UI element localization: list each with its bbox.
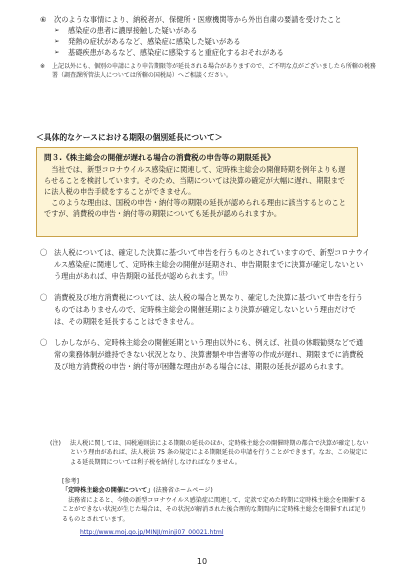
reference-title-source: (法務省ホームページ): [153, 487, 213, 495]
answer-list: [40, 247, 370, 382]
answer-item: [40, 337, 370, 372]
answer-text: [54, 247, 370, 282]
note-reference: (注): [218, 271, 228, 278]
arrow-item: [54, 36, 376, 47]
page-number: 10: [196, 557, 208, 566]
reference-title-bold: 「定時株主総会の開催について」: [62, 487, 154, 495]
answer-body: しかしながら、定時株主総会の開催延期という理由以外にも、例えば、社員の休暇勧奨などで通常の業務体制が維持できない状況となり、決算書類や申告書等の作成が遅れ、期限までに消費税及び地方消費税の申告・納付等が困難な理由がある場合には、期限の延長が認められます。: [54, 338, 364, 371]
section-heading: ＜具体的なケースにおける期限の個別延長について＞: [36, 133, 223, 142]
answer-body: 法人税については、確定した決算に基づいて申告を行うものとされていますので、新型コロナウイルス感染症に関連して、定時株主総会の開催が延期され、申告期限までに決算が確定しないという理由があれば、申告期限の延長が認められます。: [54, 248, 370, 281]
item-text: 次のような事情により、納税者が、保健所・医療機関等から外出自粛の要請を受けたこと: [54, 15, 342, 24]
list-item-6: [40, 14, 376, 25]
footnote-text: 法人税に関しては、国税通則法による期限の延長のほか、定時株主総会の開催時期の都合で決算が確定しないという理由があれば、法人税法 75 条の規定による期限延長の申請を行うことができます。なお、この規定による延長期間については利子税を納付しなければなりません。: [70, 440, 369, 466]
reference-title: [62, 486, 368, 495]
arrow-item: [54, 25, 376, 36]
top-section: [40, 14, 376, 80]
arrow-item-text: 発熱の症状があるなど、感染症に感染した疑いがある: [68, 37, 241, 47]
note-text: 上記以外にも、個別の申請により申告期限等が延長される場合がありますので、ご不明な点がございましたら所轄の税務署（調査課所管法人については所轄の国税局）へご相談ください。: [52, 62, 376, 79]
question-paragraph: このような理由は、国税の申告・納付等の期限の延長が認められる理由に該当するとのことですが、消費税の申告・納付等の期限についても延長が認められますか。: [44, 198, 346, 219]
question-paragraph: 当社では、新型コロナウイルス感染症に関連して、定時株主総会の開催時期を例年よりも遅らせることを検討しています。そのため、当期については決算の確定が大幅に遅れ、期限までに法人税の申告手続をすることができません。: [44, 164, 346, 197]
reference-body: 法務省によると、今般の新型コロナウイルス感染症に関連して、定款で定めた時期に定時株主総会を開催することができない状況が生じた場合は、その状況が解消された後合理的な期間内に定時株主総会を開催すれば足りるものとされています。: [62, 496, 367, 523]
footnote: [50, 439, 370, 467]
circle-bullet-icon: 〇: [40, 338, 48, 348]
arrow-item-text: 基礎疾患があるなど、感染症に感染すると重症化するおそれがある: [68, 48, 284, 58]
footnote-marker: (注): [50, 440, 61, 447]
question-title: 問３.《株主総会の開催が遅れる場合の消費税の申告等の期限延長》: [44, 153, 275, 162]
circle-bullet-icon: 〇: [40, 293, 48, 303]
answer-item: [40, 292, 370, 327]
question-box: [36, 147, 358, 237]
top-note: [40, 62, 376, 80]
reference-label: [参考]: [62, 478, 79, 485]
arrow-icon: ➢: [54, 37, 60, 46]
arrow-list: [54, 25, 376, 58]
reference-link[interactable]: http://www.moj.go.jp/MINJI/minji07_00021.html: [80, 529, 224, 537]
item-marker: ⑥: [40, 15, 47, 24]
circle-bullet-icon: 〇: [40, 248, 48, 257]
answer-item: [40, 247, 370, 282]
arrow-icon: ➢: [54, 48, 60, 57]
reference-block: [62, 477, 368, 538]
answer-body: 消費税及び地方消費税については、法人税の場合と異なり、確定した決算に基づいて申告を行うものではありませんので、定時株主総会の開催延期により決算が確定しないという理由だけでは、その期限を延長することはできません。: [54, 293, 363, 326]
arrow-item: [54, 47, 376, 58]
arrow-icon: ➢: [54, 26, 60, 35]
note-marker: ※: [40, 62, 46, 70]
arrow-item-text: 感染症の患者に濃厚接触した疑いがある: [68, 26, 198, 36]
